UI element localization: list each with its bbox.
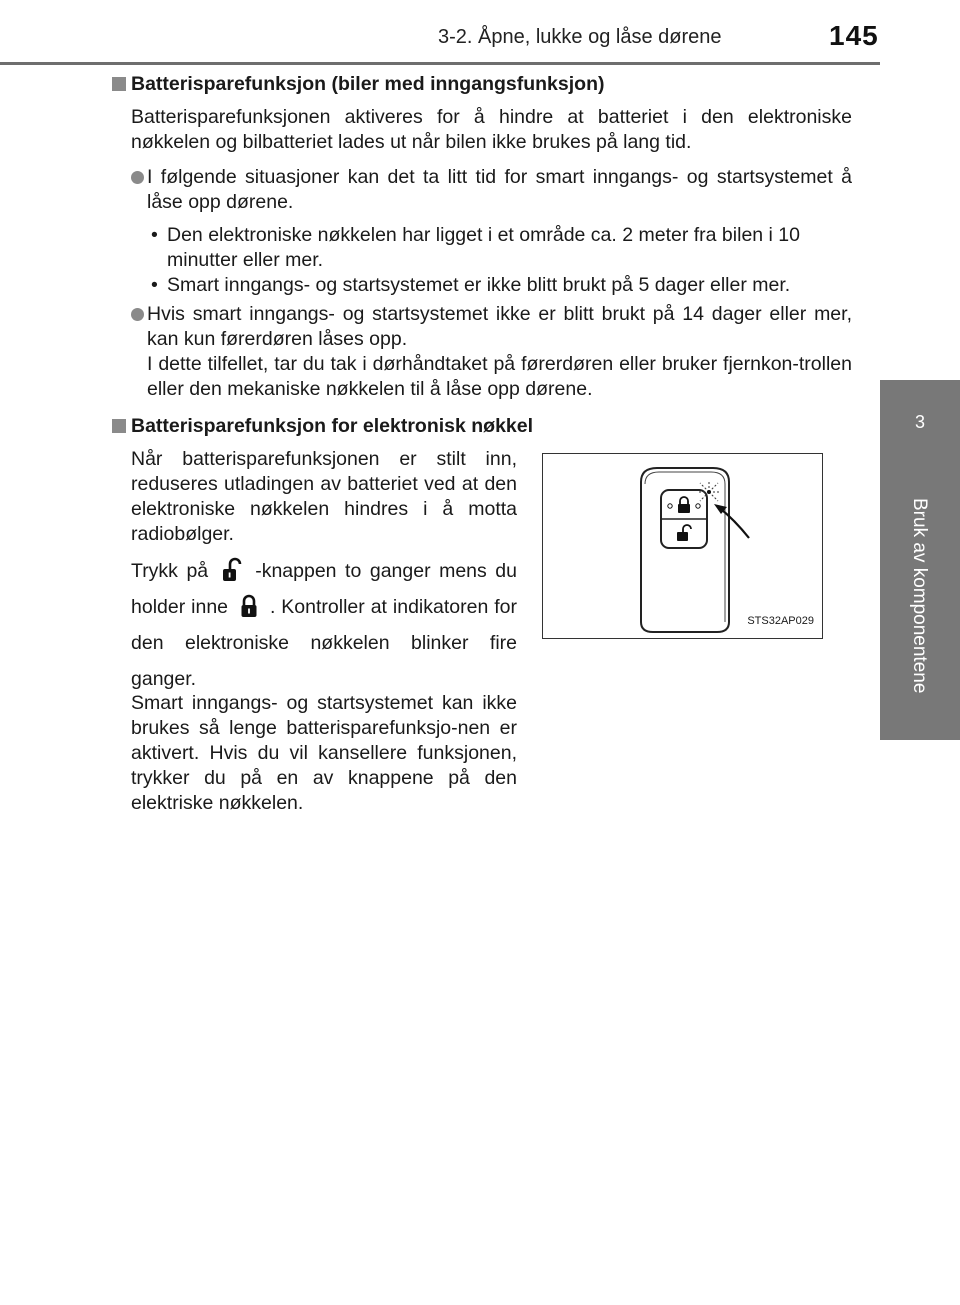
- bullet-list: [147, 223, 852, 298]
- paragraph: [131, 553, 517, 697]
- section-heading-key-battery-saver: [112, 414, 852, 439]
- page-number: 145: [829, 20, 879, 51]
- page-content: [112, 72, 852, 822]
- circle-bullet-icon: [131, 308, 144, 321]
- chapter-number: 3: [914, 412, 925, 432]
- info-item-text: Hvis smart inngangs- og startsystemet ikke er blitt brukt på 14 dager eller mer, kan kun førerdøren låses opp.: [147, 303, 852, 350]
- heading-text: Batterisparefunksjon (biler med inngangsfunksjon): [131, 73, 605, 95]
- square-bullet-icon: [112, 77, 126, 91]
- chapter-label: Bruk av komponentene: [909, 498, 930, 694]
- paragraph: Når batterisparefunksjonen er stilt inn, reduseres utladingen av batteriet ved at den elektroniske nøkkelen hindres i å motta radiobølger.: [131, 448, 517, 545]
- key-illustration: [542, 453, 823, 639]
- circle-bullet-icon: [131, 171, 144, 184]
- paragraph-text: Trykk på: [131, 560, 209, 582]
- unlock-icon: [219, 557, 245, 583]
- heading-text: Batterisparefunksjon for elektronisk nøkkel: [131, 415, 534, 437]
- info-item: [131, 302, 852, 402]
- list-item: • Smart inngangs- og startsystemet er ikke blitt brukt på 5 dager eller mer.: [147, 273, 852, 298]
- paragraph-text: -knappen to ganger mens du holder inne: [131, 560, 517, 618]
- section-heading-battery-saver-entry: [112, 72, 852, 97]
- lock-icon: [236, 593, 262, 619]
- two-column-block: [131, 447, 852, 816]
- figure-code: STS32AP029: [747, 615, 814, 627]
- section-title: 3-2. Åpne, lukke og låse dørene: [438, 26, 722, 48]
- paragraph-text: . Kontroller at indikatoren for den elektroniske nøkkelen blinker fire ganger.: [131, 596, 518, 690]
- info-item: [131, 165, 852, 215]
- intro-paragraph: Batterisparefunksjonen aktiveres for å hindre at batteriet i den elektroniske nøkkelen og bilbatteriet lades ut når bilen ikke brukes på lang tid.: [131, 106, 852, 153]
- chapter-tab: [880, 380, 960, 740]
- paragraph: Smart inngangs- og startsystemet kan ikke brukes så lenge batterisparefunksjo-nen er aktivert. Hvis du vil kansellere funksjonen, trykker du på en av knappene på den elektriske nøkkelen.: [131, 692, 517, 814]
- text-column: [131, 447, 517, 816]
- header-rule: [0, 62, 880, 65]
- info-item-text: I følgende situasjoner kan det ta litt tid for smart inngangs- og startsystemet å låse opp dørene.: [147, 166, 852, 213]
- list-item: • Den elektroniske nøkkelen har ligget i et område ca. 2 meter fra bilen i 10 minutter eller mer.: [147, 223, 852, 273]
- info-item-text: I dette tilfellet, tar du tak i dørhåndtaket på førerdøren eller bruker fjernkon-trollen eller den mekaniske nøkkelen til å låse opp dørene.: [147, 353, 852, 400]
- square-bullet-icon: [112, 419, 126, 433]
